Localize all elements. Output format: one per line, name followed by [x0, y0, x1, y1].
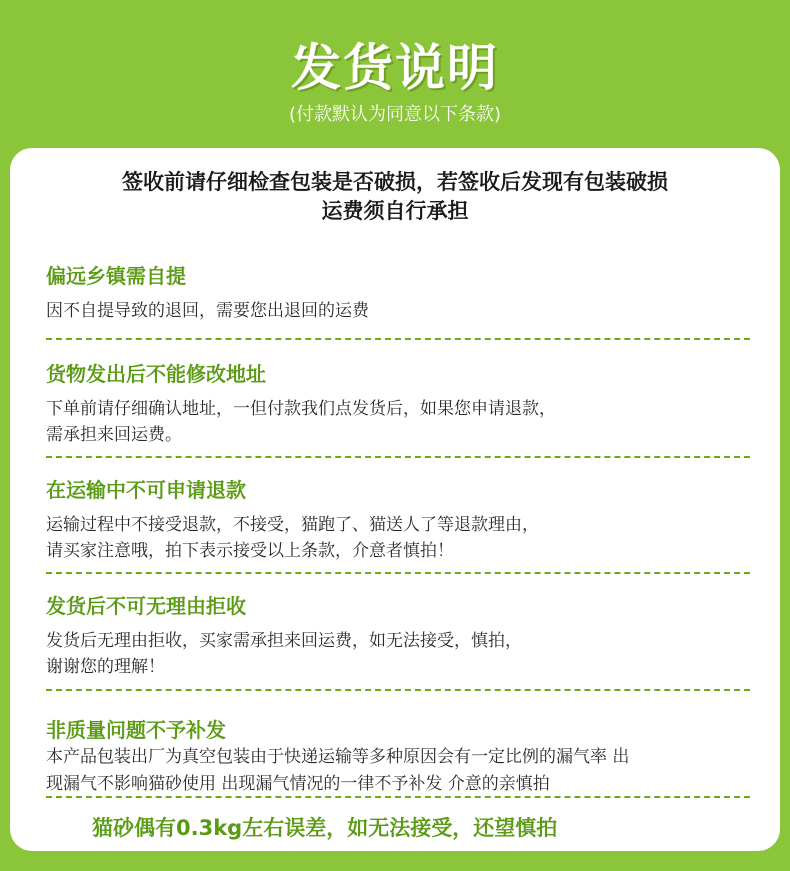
dashed-divider [46, 338, 750, 340]
section-line: 请买家注意哦，拍下表示接受以上条款，介意者慎拍！ [46, 541, 454, 561]
notice-line: 签收前请仔细检查包装是否破损，若签收后发现有包装破损 [122, 170, 668, 194]
section-no-refund-in-transit [46, 476, 750, 564]
section-line: 发货后无理由拒收，买家需承担来回运费，如无法接受，慎拍， [46, 631, 522, 651]
dashed-divider [46, 796, 750, 798]
section-body [46, 628, 750, 680]
section-body [46, 512, 750, 564]
notice-text [10, 168, 780, 226]
section-line: 本产品包装出厂为真空包装由于快递运输等多种原因会有一定比例的漏气率 出 [46, 747, 630, 767]
section-line: 运输过程中不接受退款，不接受，猫跑了、猫送人了等退款理由， [46, 515, 539, 535]
section-no-rejection [46, 592, 750, 680]
section-line: 现漏气不影响猫砂使用 出现漏气情况的一律不予补发 介意的亲慎拍 [46, 774, 550, 794]
section-title: 在运输中不可申请退款 [46, 478, 246, 502]
section-body [46, 396, 750, 448]
dashed-divider [46, 689, 750, 691]
section-body [46, 298, 750, 324]
footer-note: 猫砂偶有0.3kg左右误差，如无法接受，还望慎拍 [92, 816, 558, 840]
section-line: 谢谢您的理解！ [46, 657, 165, 677]
section-no-reissue [46, 716, 750, 798]
terms-card [10, 148, 780, 851]
dashed-divider [46, 456, 750, 458]
page-subtitle: (付款默认为同意以下条款) [288, 104, 502, 125]
notice-line: 运费须自行承担 [321, 199, 469, 223]
section-line: 因不自提导致的退回，需要您出退回的运费 [46, 301, 369, 321]
section-no-address-change [46, 360, 750, 448]
section-title: 非质量问题不予补发 [46, 718, 226, 742]
page-title: 发货说明 [291, 39, 499, 97]
dashed-divider [46, 572, 750, 574]
section-title: 发货后不可无理由拒收 [46, 594, 246, 618]
section-line: 下单前请仔细确认地址，一但付款我们点发货后，如果您申请退款， [46, 399, 556, 419]
section-title: 偏远乡镇需自提 [46, 264, 186, 288]
section-title: 货物发出后不能修改地址 [46, 362, 266, 386]
section-remote-pickup [46, 262, 750, 324]
section-body [46, 744, 750, 798]
section-line: 需承担来回运费。 [46, 425, 182, 445]
